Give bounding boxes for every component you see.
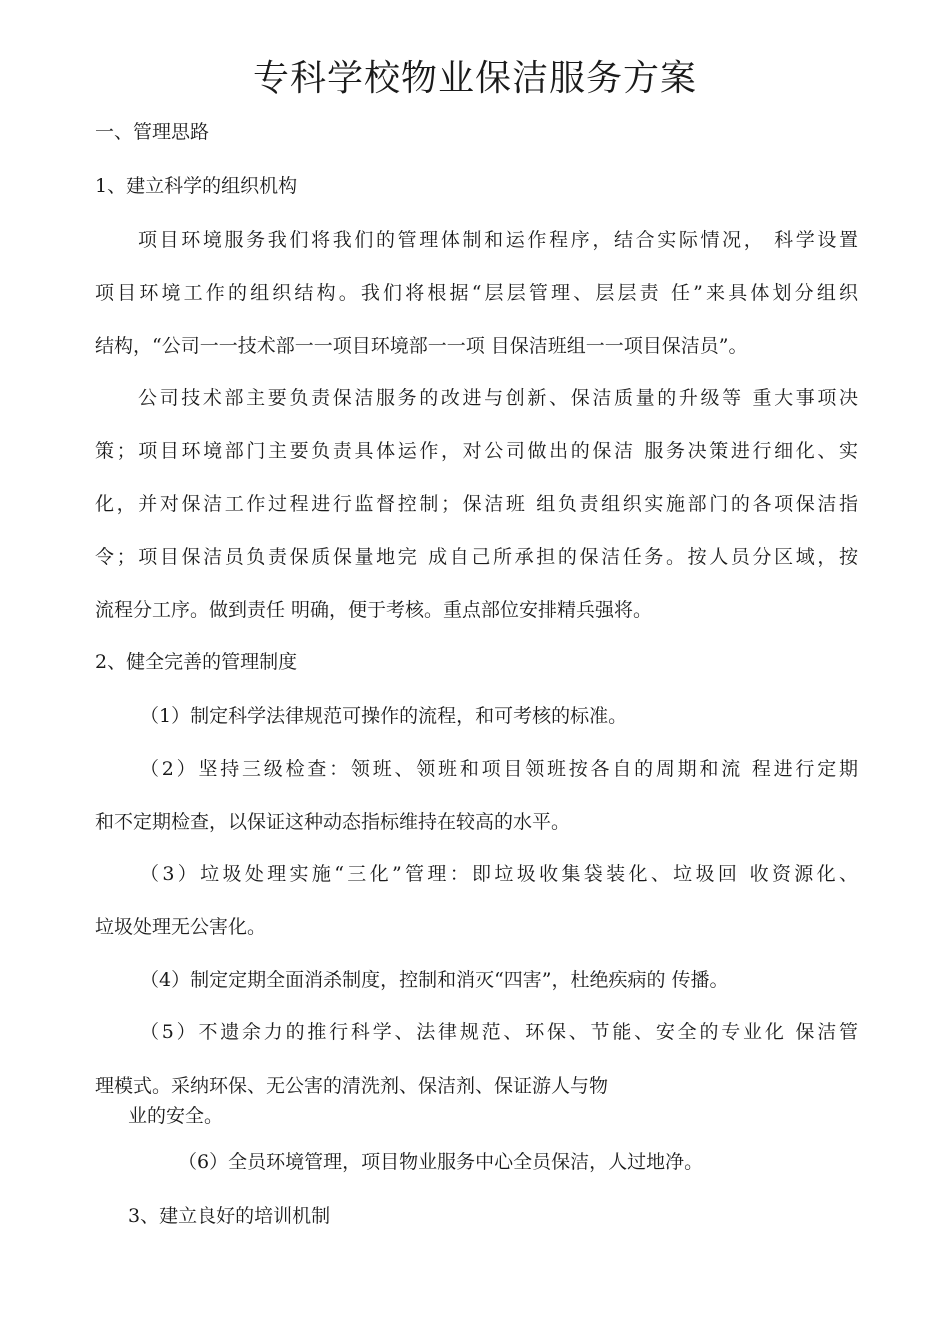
paragraph-line: 化，并对保洁工作过程进行监督控制；保洁班 组负责组织实施部门的各项保洁指	[95, 493, 858, 515]
paragraph-line: 公司技术部主要负责保洁服务的改进与创新、保洁质量的升级等 重大事项决	[138, 387, 858, 409]
list-item-continuation: 理模式。采纳环保、无公害的清洗剂、保洁剂、保证游人与物	[95, 1075, 609, 1097]
heading-management-approach: 一、管理思路	[95, 121, 210, 143]
document-title: 专科学校物业保洁服务方案	[252, 58, 697, 99]
list-item: （3）垃圾处理实施“三化”管理：即垃圾收集袋装化、垃圾回 收资源化、	[140, 863, 858, 885]
list-item: （2）坚持三级检查：领班、领班和项目领班按各自的周期和流 程进行定期	[140, 758, 858, 780]
list-item-continuation: 业的安全。	[128, 1105, 224, 1127]
list-item-continuation: 垃圾处理无公害化。	[95, 916, 267, 938]
subheading-management-system: 2、健全完善的管理制度	[95, 651, 298, 673]
paragraph-line: 流程分工序。做到责任 明确，便于考核。重点部位安排精兵强将。	[95, 599, 653, 621]
list-item: （4）制定定期全面消杀制度，控制和消灭“四害”，杜绝疾病的 传播。	[140, 969, 729, 991]
paragraph-line: 项目环境工作的组织结构。我们将根据“层层管理、层层责 任”来具体划分组织	[95, 282, 858, 304]
list-item-continuation: 和不定期检查，以保证这种动态指标维持在较高的水平。	[95, 811, 571, 833]
paragraph-line: 策；项目环境部门主要负责具体运作，对公司做出的保洁 服务决策进行细化、实	[95, 440, 858, 462]
paragraph-line: 项目环境服务我们将我们的管理体制和运作程序，结合实际情况， 科学设置	[138, 229, 858, 251]
list-item: （5）不遗余力的推行科学、法律规范、环保、节能、安全的专业化 保洁管	[140, 1021, 858, 1043]
list-item: （1）制定科学法律规范可操作的流程，和可考核的标准。	[140, 705, 628, 727]
paragraph-line: 令；项目保洁员负责保质保量地完 成自己所承担的保洁任务。按人员分区域，按	[95, 546, 858, 568]
subheading-organization: 1、建立科学的组织机构	[95, 175, 298, 197]
paragraph-line: 结构，“公司一一技术部一一项目环境部一一项 目保洁班组一一项目保洁员”。	[95, 335, 748, 357]
subheading-training: 3、建立良好的培训机制	[128, 1205, 331, 1227]
list-item: （6）全员环境管理，项目物业服务中心全员保洁，人过地净。	[178, 1151, 704, 1173]
